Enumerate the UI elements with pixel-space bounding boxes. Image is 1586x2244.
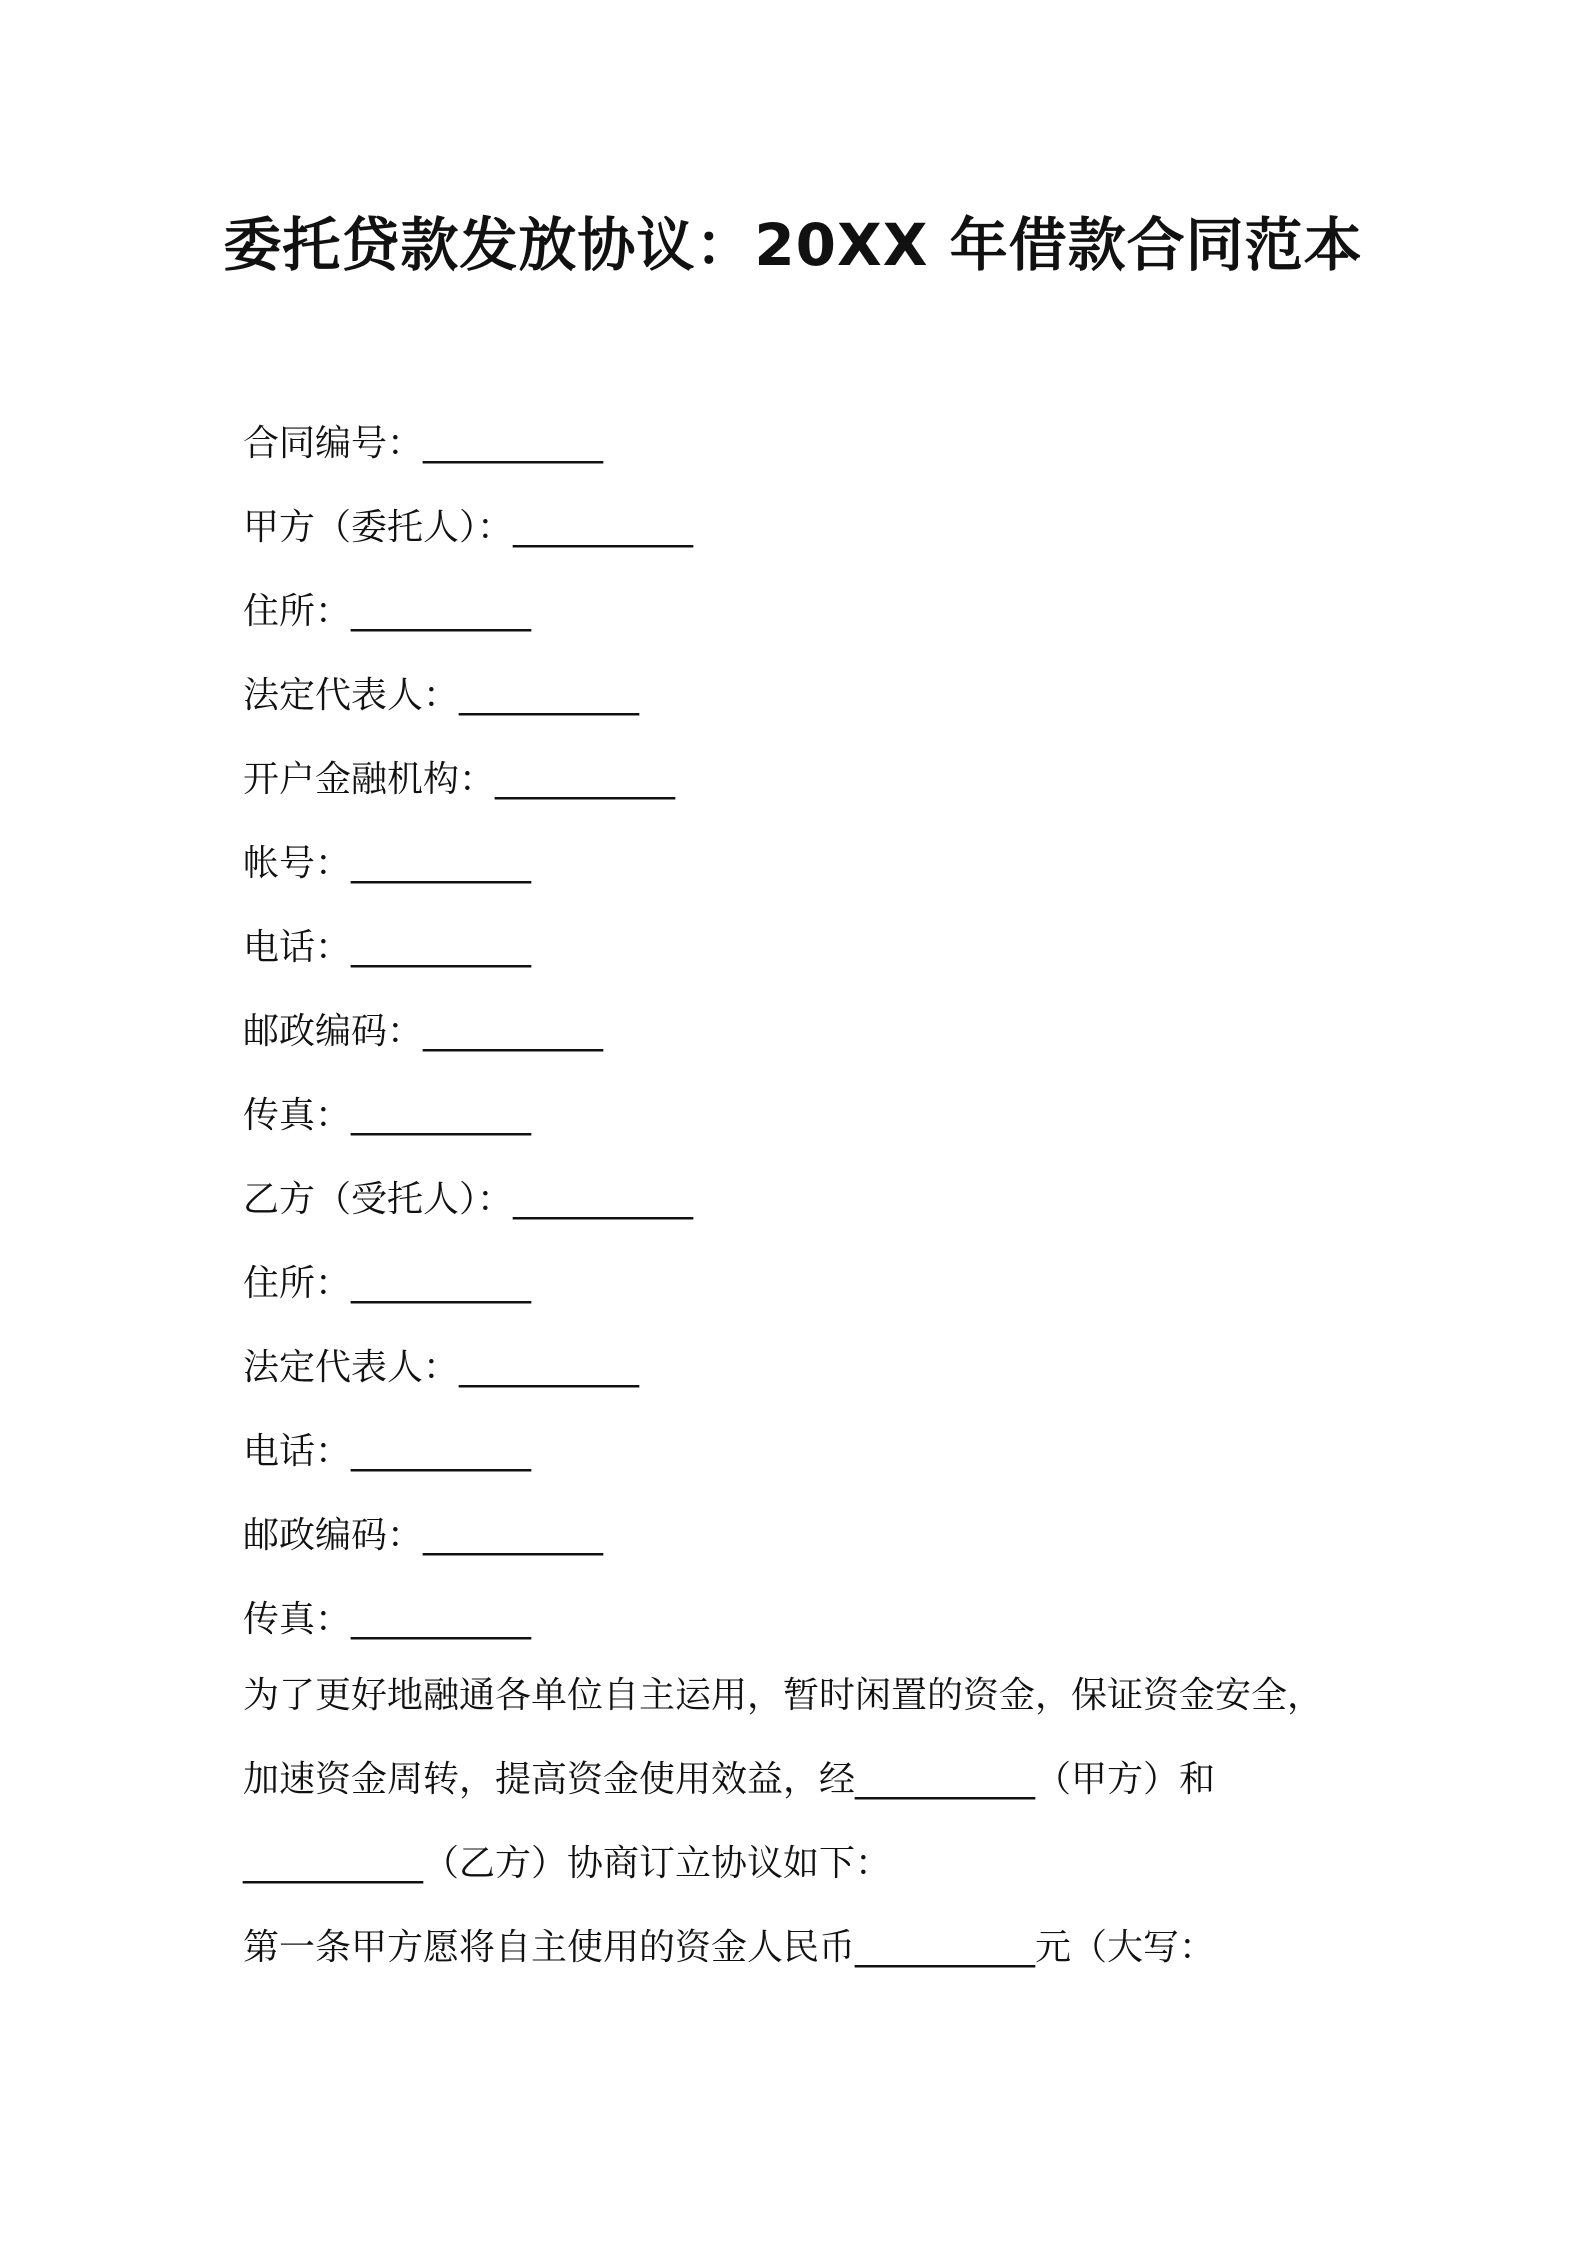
body-line: __________（乙方）协商订立协议如下： [243,1843,892,1884]
field-party-b-phone: 电话：__________ [243,1431,532,1472]
body-line: 加速资金周转，提高资金使用效益，经__________（甲方）和 [243,1759,1216,1800]
field-party-a-phone: 电话：__________ [243,927,532,968]
document-title: 委托贷款发放协议：20XX 年借款合同范本 [223,211,1363,279]
body-line: 第一条甲方愿将自主使用的资金人民币__________元（大写： [243,1927,1216,1968]
field-party-a-entrustor: 甲方（委托人）：__________ [243,507,694,548]
field-party-a-account: 帐号：__________ [243,843,532,884]
field-party-a-postcode: 邮政编码：__________ [243,1011,604,1052]
field-party-b-address: 住所：__________ [243,1263,532,1304]
field-party-b-postcode: 邮政编码：__________ [243,1515,604,1556]
agreement-body [243,1654,1393,1990]
field-contract-number: 合同编号：__________ [243,423,604,464]
field-party-a-bank: 开户金融机构：__________ [243,759,676,800]
party-info-fields [243,402,1393,1662]
field-party-a-address: 住所：__________ [243,591,532,632]
field-party-b-trustee: 乙方（受托人）：__________ [243,1179,694,1220]
field-party-a-fax: 传真：__________ [243,1095,532,1136]
field-party-a-legal-representative: 法定代表人：__________ [243,675,640,716]
body-line: 为了更好地融通各单位自主运用，暂时闲置的资金，保证资金安全， [243,1675,1324,1716]
field-party-b-fax: 传真：__________ [243,1599,532,1640]
field-party-b-legal-representative: 法定代表人：__________ [243,1347,640,1388]
